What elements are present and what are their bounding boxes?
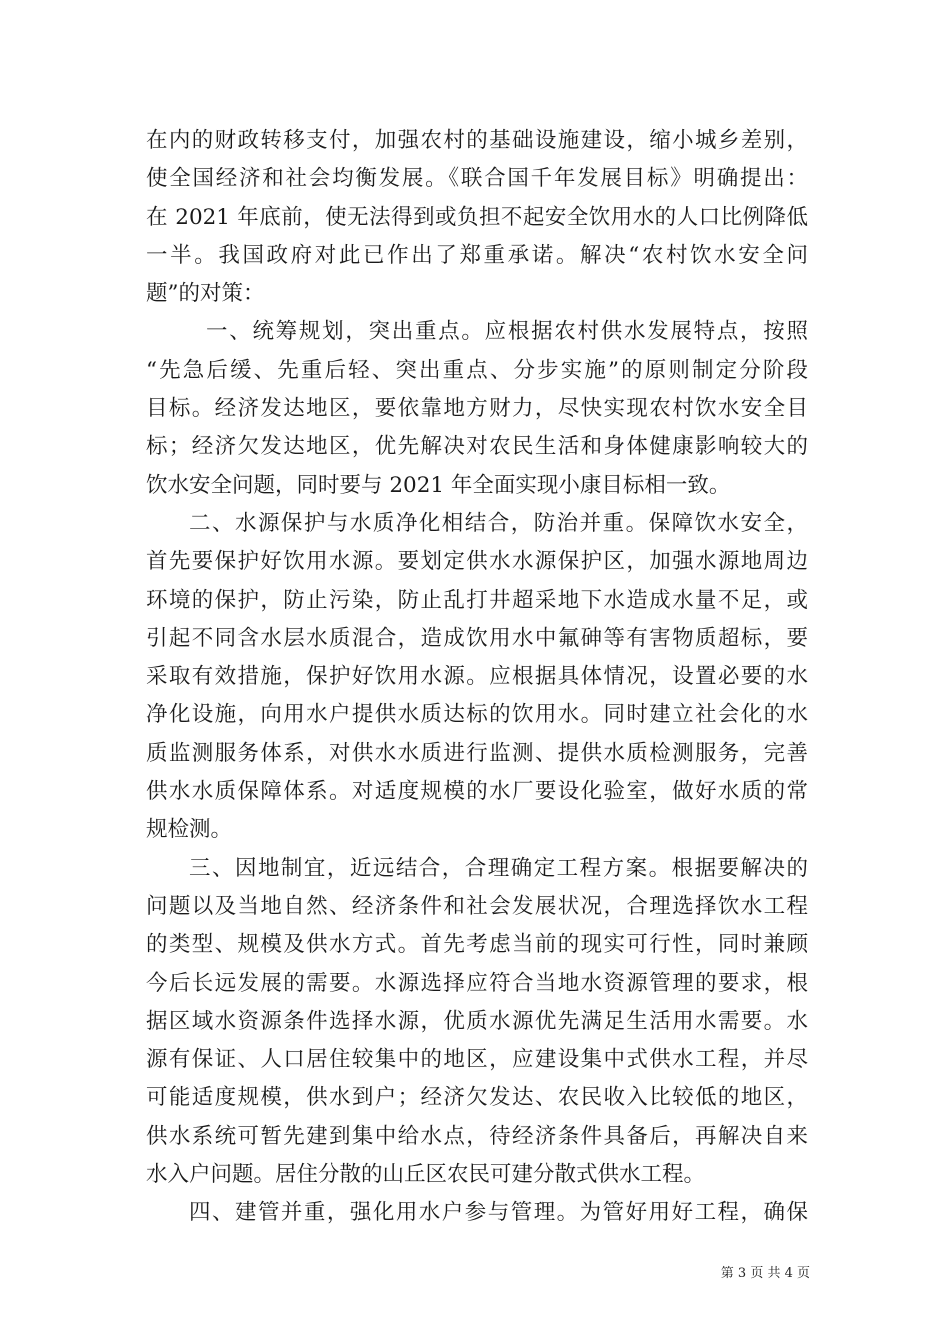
text-line: 在 2021 年底前，使无法得到或负担不起安全饮用水的人口比例降低 [146,204,808,230]
text-line: 饮水安全问题，同时要与 2021 年全面实现小康目标相一致。 [146,472,731,498]
text-line: 首先要保护好饮用水源。要划定供水水源保护区，加强水源地周边 [146,549,808,575]
text-line: 引起不同含水层水质混合，造成饮用水中氟砷等有害物质超标，要 [146,625,808,651]
text-line: 使全国经济和社会均衡发展。《联合国千年发展目标》明确提出： [146,166,808,192]
section-3-heading-line: 三、因地制宜，近远结合，合理确定工程方案。根据要解决的 [189,855,808,881]
text-line: “先急后缓、先重后轻、突出重点、分步实施”的原则制定分阶段 [146,357,808,383]
text-line: 据区域水资源条件选择水源，优质水源优先满足生活用水需要。水 [146,1008,808,1034]
text-line: 在内的财政转移支付，加强农村的基础设施建设，缩小城乡差别， [146,128,808,153]
text-line: 的类型、规模及供水方式。首先考虑当前的现实可行性，同时兼顾 [146,932,808,958]
page-number: 第 3 页 共 4 页 [720,1266,810,1281]
text-line: 环境的保护，防止污染，防止乱打井超采地下水造成水量不足，或 [146,587,808,613]
section-1-heading-line: 一、统筹规划，突出重点。应根据农村供水发展特点，按照 [206,319,808,345]
text-line: 题”的对策： [146,281,265,307]
text-line: 供水系统可暂先建到集中给水点，待经济条件具备后，再解决自来 [146,1123,808,1149]
text-line: 采取有效措施，保护好饮用水源。应根据具体情况，设置必要的水 [146,664,808,690]
text-line: 水入户问题。居住分散的山丘区农民可建分散式供水工程。 [146,1162,706,1188]
text-line: 供水水质保障体系。对适度规模的水厂要设化验室，做好水质的常 [146,779,808,805]
text-line: 一半。我国政府对此已作出了郑重承诺。解决“农村饮水安全问 [146,242,808,268]
text-line: 规检测。 [146,817,233,843]
text-line: 质监测服务体系，对供水水质进行监测、提供水质检测服务，完善 [146,740,808,766]
text-line: 可能适度规模，供水到户；经济欠发达、农民收入比较低的地区， [146,1085,808,1111]
text-line: 净化设施，向用水户提供水质达标的饮用水。同时建立社会化的水 [146,702,808,728]
text-line: 标；经济欠发达地区，优先解决对农民生活和身体健康影响较大的 [146,434,808,460]
text-line: 源有保证、人口居住较集中的地区，应建设集中式供水工程，并尽 [146,1047,808,1073]
section-4-heading-line: 四、建管并重，强化用水户参与管理。为管好用好工程，确保 [189,1200,808,1226]
text-line: 目标。经济发达地区，要依靠地方财力，尽快实现农村饮水安全目 [146,396,808,422]
text-line: 今后长远发展的需要。水源选择应符合当地水资源管理的要求，根 [146,970,808,996]
section-2-heading-line: 二、水源保护与水质净化相结合，防治并重。保障饮水安全， [189,510,808,536]
document-body [146,122,808,1233]
text-line: 问题以及当地自然、经济条件和社会发展状况，合理选择饮水工程 [146,893,808,919]
